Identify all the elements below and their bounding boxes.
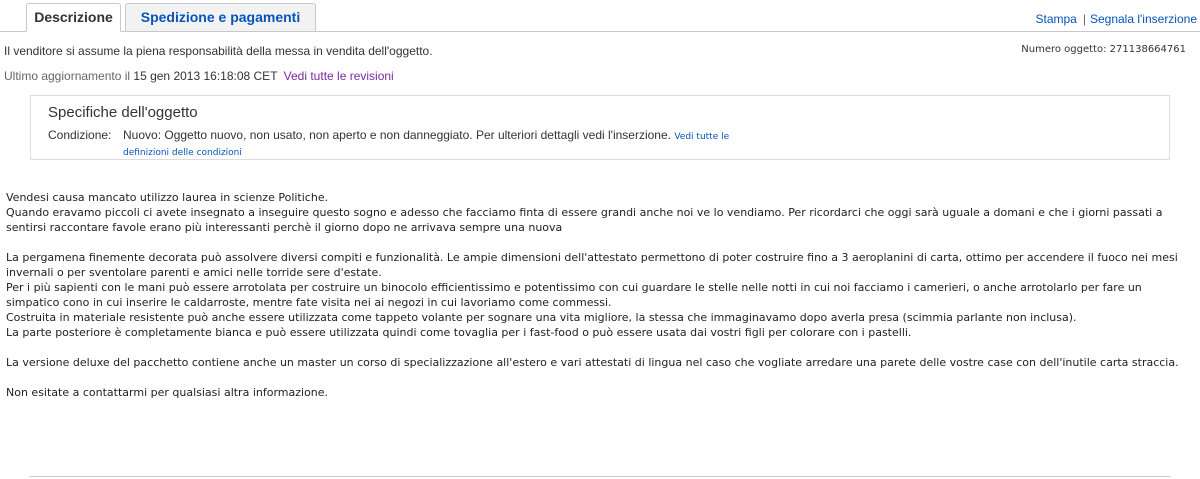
print-link[interactable]: Stampa [1035,12,1077,26]
description-paragraph: La versione deluxe del pacchetto contiene anche un master un corso di specializzazione all'estero e vari attestati di lingua nel caso che vogliate arredare una parete delle vostre case con dell'inutile carta straccia. [6,356,1179,369]
last-updated-date: 15 gen 2013 16:18:08 CET [133,69,278,83]
last-updated [4,69,394,83]
top-links [1035,12,1197,26]
condition-text: Nuovo: Oggetto nuovo, non usato, non aperto e non danneggiato. Per ulteriori dettagli vedi l'inserzione. [123,128,671,142]
item-number: Numero oggetto: 271138664761 [1021,44,1186,55]
item-specifics-box [30,95,1170,160]
report-listing-link[interactable]: Segnala l'inserzione [1089,12,1197,26]
tab-descrizione[interactable]: Descrizione [26,3,121,32]
description-paragraph: Non esitate a contattarmi per qualsiasi altra informazione. [6,386,329,399]
description-paragraph: Quando eravamo piccoli ci avete insegnato a inseguire questo sogno e adesso che facciamo finta di essere grandi anche noi ve lo vendiamo. Per ricordarci che oggi sarà uguale a domani e che i giorni passati a sentirsi raccontare favole erano più interessanti perchè il giorno dopo ne arrivava sempre una nuova [6,206,1163,234]
item-specifics-title: Specifiche dell'oggetto [48,104,198,121]
description-paragraph: Vendesi causa mancato utilizzo laurea in scienze Politiche. [6,191,329,204]
tab-bar [0,0,1200,32]
description-paragraph: La pergamena finemente decorata può assolvere diversi compiti e funzionalità. Le ampie dimensioni dell'attestato permettono di poter costruire fino a 3 aeroplanini di carta, ottimo per accendere il fuoco nei mesi invernali o per sventolare parenti e amici nelle torride sere d'estate. [6,251,1178,279]
condition-value [123,128,733,160]
link-separator: | [1082,12,1086,26]
seller-responsibility-text: Il venditore si assume la piena responsabilità della messa in vendita dell'oggetto. [4,44,433,58]
condition-definitions-link[interactable]: Vedi tutte le definizioni delle condizioni [123,132,730,158]
description-paragraph: Costruita in materiale resistente può anche essere utilizzata come tappeto volante per sognare una vita migliore, la stessa che immaginavamo dopo averla presa (scimmia parlante non inclusa). [6,311,1077,324]
description-paragraph: La parte posteriore è completamente bianca e può essere utilizzata quindi come tovaglia per i fast-food o può essere usata dai vostri figli per colorare con i pastelli. [6,326,912,339]
condition-label: Condizione: [48,128,112,142]
tab-spedizione-pagamenti[interactable]: Spedizione e pagamenti [125,3,316,32]
last-updated-prefix: Ultimo aggiornamento il [4,69,131,83]
view-revisions-link[interactable]: Vedi tutte le revisioni [283,69,394,83]
bottom-divider [30,476,1170,477]
item-description [6,190,1196,400]
description-paragraph: Per i più sapienti con le mani può essere arrotolata per costruire un binocolo efficientissimo e potentissimo con cui guardare le stelle nelle notti in cui noi facciamo i camerieri, o anche arrotolarlo per fare un simpatico cono in cui inserire le caldarroste, mentre fate visita nei ai negozi in cui lavoriamo come commessi. [6,281,1142,309]
